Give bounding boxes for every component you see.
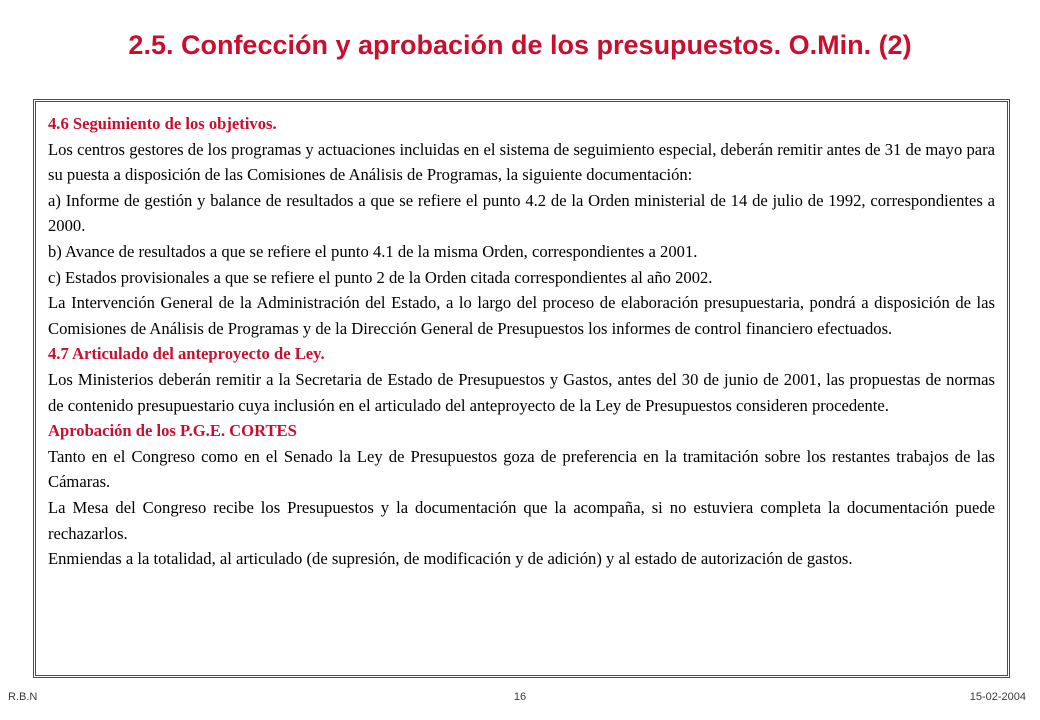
list-item-b: b) Avance de resultados a que se refiere el punto 4.1 de la misma Orden, correspondientes a 2001. <box>48 241 698 261</box>
paragraph-enmiendas: Enmiendas a la totalidad, al articulado (de supresión, de modificación y de adición) y al estado de autorización de gastos. <box>48 549 853 569</box>
paragraph-ministerios: Los Ministerios deberán remitir a la Secretaria de Estado de Presupuestos y Gastos, antes del 30 de junio de 2001, las propuestas de normas de contenido presupuestario cuya inclusión en el articulado del anteproyecto de la Ley de Presupuestos consideren procedente. <box>48 369 995 415</box>
content-box <box>33 99 1010 678</box>
footer-date: 15-02-2004 <box>969 691 1026 703</box>
paragraph-congreso-senado: Tanto en el Congreso como en el Senado la Ley de Presupuestos goza de preferencia en la tramitación sobre los restantes trabajos de las Cámaras. <box>48 446 995 492</box>
paragraph-seguimiento: Los centros gestores de los programas y actuaciones incluidas en el sistema de seguimiento especial, deberán remitir antes de 31 de mayo para su puesta a disposición de las Comisiones de Análisis de Programas, la siguiente documentación: <box>48 139 995 185</box>
list-item-a: a) Informe de gestión y balance de resultados a que se refiere el punto 4.2 de la Orden ministerial de 14 de julio de 1992, correspondientes a 2000. <box>48 190 995 236</box>
section-heading-cortes: Aprobación de los P.G.E. CORTES <box>48 421 297 441</box>
slide-title: 2.5. Confección y aprobación de los presupuestos. O.Min. (2) <box>128 30 912 60</box>
section-heading-4-7: 4.7 Articulado del anteproyecto de Ley. <box>48 344 325 364</box>
footer-page-number: 16 <box>513 691 527 703</box>
paragraph-intervencion: La Intervención General de la Administración del Estado, a lo largo del proceso de elaboración presupuestaria, pondrá a disposición de las Comisiones de Análisis de Programas y de la Dirección General de Presupuestos los informes de control financiero efectuados. <box>48 293 995 338</box>
footer-author: R.B.N <box>8 691 38 703</box>
paragraph-mesa-congreso: La Mesa del Congreso recibe los Presupuestos y la documentación que la acompaña, si no estuviera completa la documentación puede rechazarlos. <box>48 497 995 543</box>
list-item-c: c) Estados provisionales a que se refiere el punto 2 de la Orden citada correspondientes al año 2002. <box>48 267 713 287</box>
section-heading-4-6: 4.6 Seguimiento de los objetivos. <box>48 114 277 133</box>
